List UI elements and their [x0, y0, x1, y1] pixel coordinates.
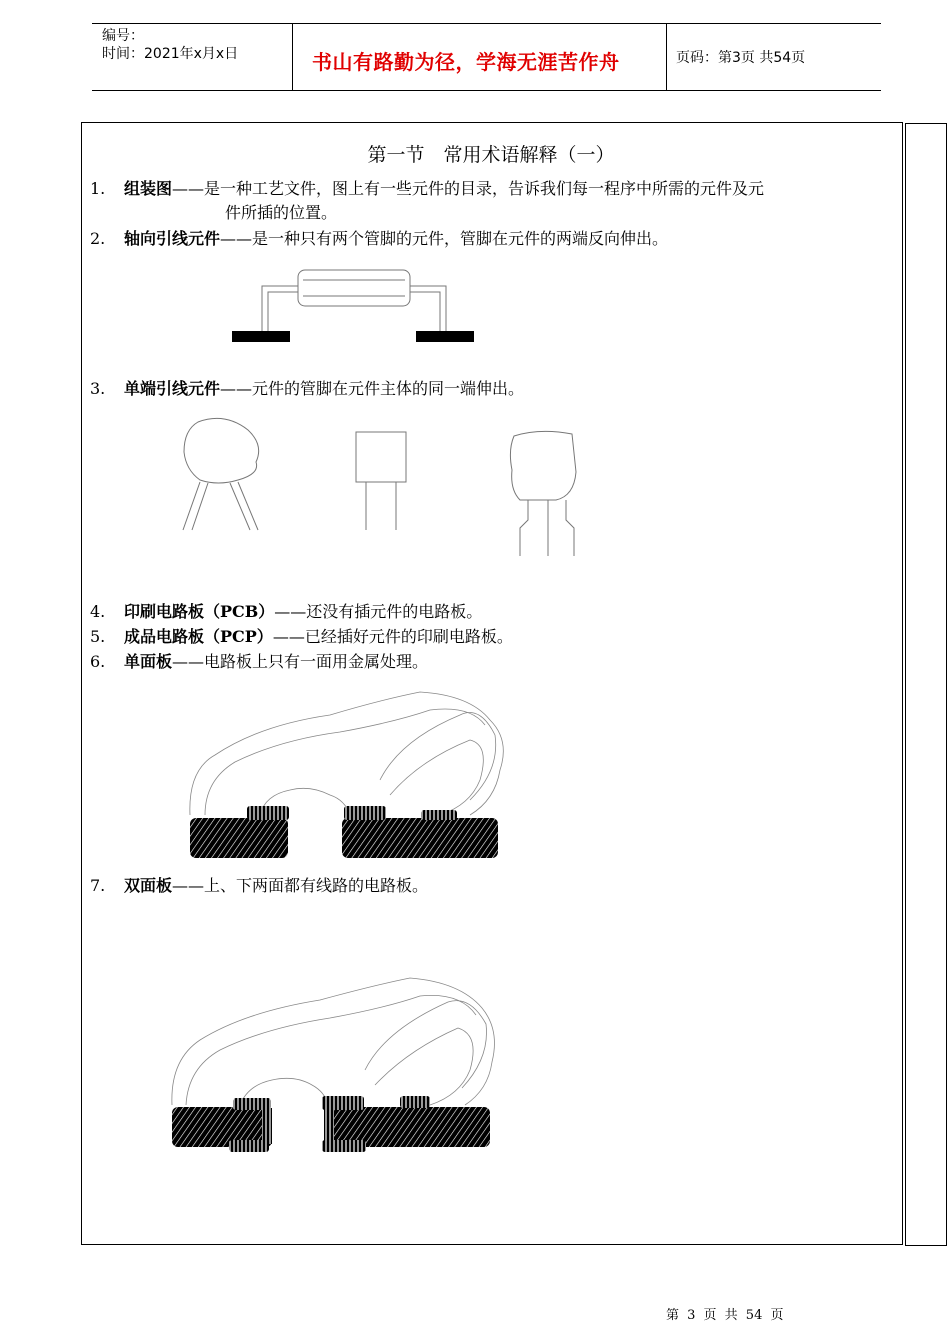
term-description: ——还没有插元件的电路板。: [274, 602, 483, 621]
term-description: ——是一种只有两个管脚的元件，管脚在元件的两端反向伸出。: [220, 229, 669, 248]
term-name: 成品电路板（PCP）: [124, 627, 273, 646]
section-title: 第一节 常用术语解释（一）: [367, 144, 615, 166]
term-name: 单端引线元件: [124, 379, 221, 398]
term-description: ——元件的管脚在元件主体的同一端伸出。: [220, 379, 525, 398]
term-number: 1.: [90, 179, 106, 198]
term-number: 5.: [90, 627, 106, 646]
page-footer: 第 3 页 共 54 页: [666, 1308, 784, 1323]
term-number: 6.: [90, 652, 106, 671]
term-number: 2.: [90, 229, 106, 248]
term-name: 双面板: [124, 876, 173, 895]
term-name: 单面板: [124, 652, 173, 671]
doc-time-label: 时间：2021年x月x日: [102, 46, 239, 62]
term-number: 7.: [90, 876, 106, 895]
term-number: 4.: [90, 602, 106, 621]
header-motto: 书山有路勤为径，学海无涯苦作舟: [312, 50, 620, 74]
term-name: 轴向引线元件: [124, 229, 221, 248]
term-description: ——是一种工艺文件，图上有一些元件的目录，告诉我们每一程序中所需的元件及元: [172, 179, 765, 198]
term-description: ——电路板上只有一面用金属处理。: [172, 652, 429, 671]
doc-number-label: 编号：: [102, 28, 144, 44]
term-description-continued: 件所插的位置。: [225, 203, 338, 222]
term-description: ——上、下两面都有线路的电路板。: [172, 876, 429, 895]
term-description: ——已经插好元件的印刷电路板。: [272, 627, 513, 646]
term-number: 3.: [90, 379, 106, 398]
term-name: 组装图: [124, 179, 173, 198]
term-name: 印刷电路板（PCB）: [124, 602, 275, 621]
header-page-info: 页码：第3页 共54页: [676, 50, 806, 66]
